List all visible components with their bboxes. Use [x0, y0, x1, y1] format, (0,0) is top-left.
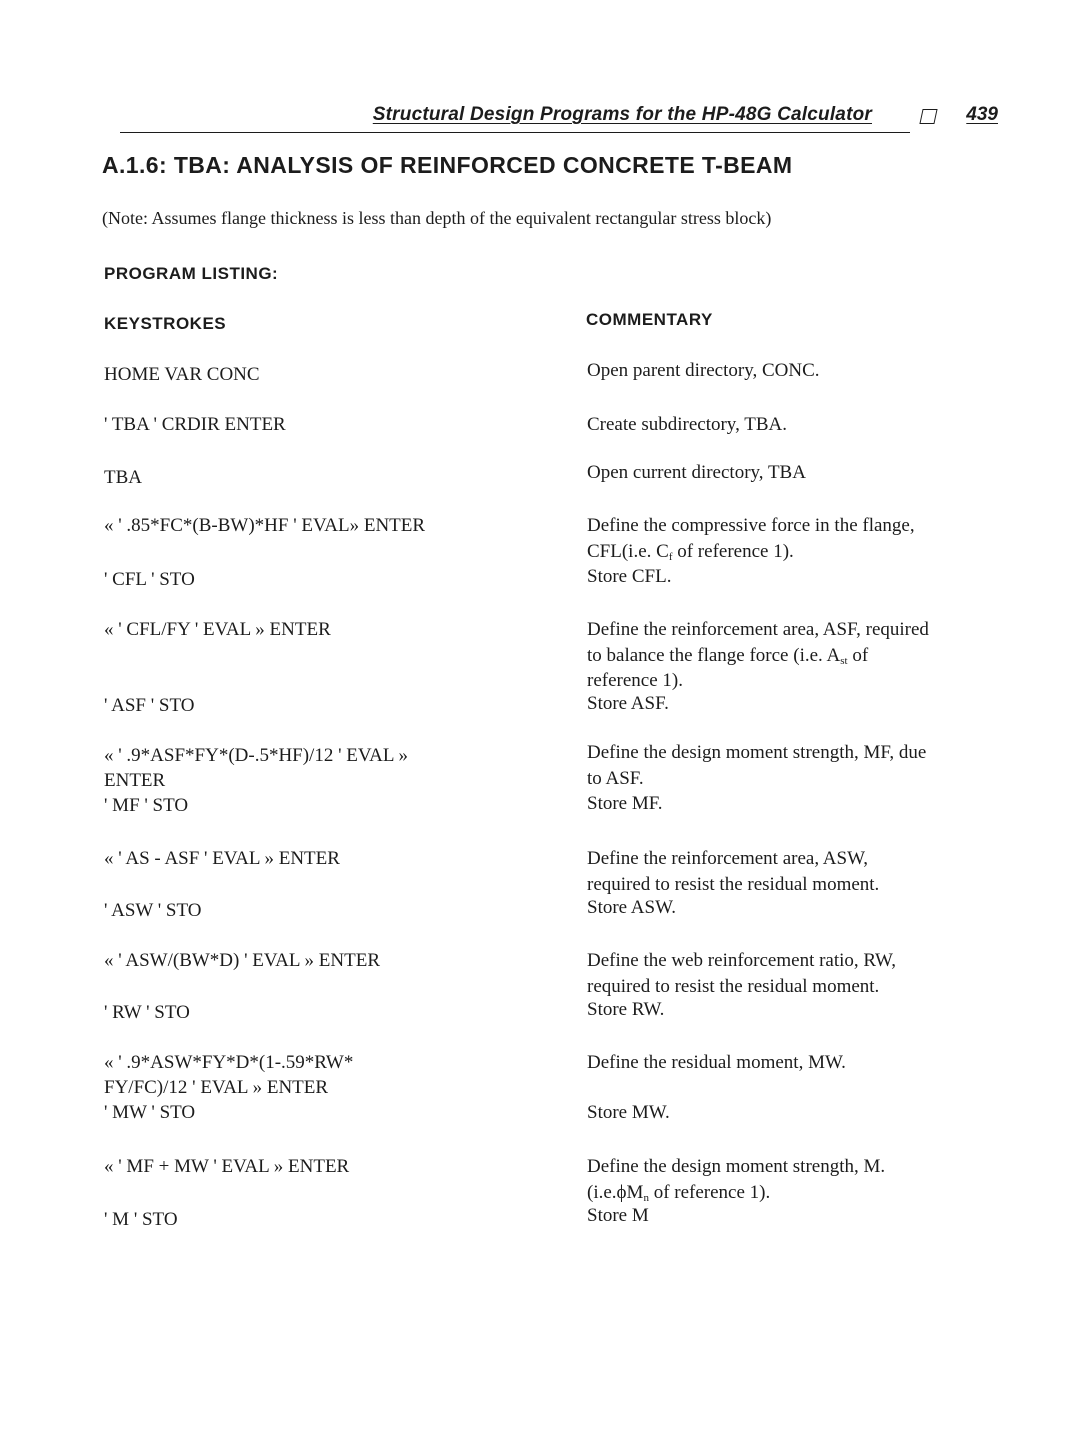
commentary	[587, 1154, 1017, 1205]
commentary	[587, 513, 1017, 564]
commentary: Store ASF.	[587, 693, 669, 714]
keystroke: ' TBA ' CRDIR ENTER	[104, 414, 286, 435]
commentary: Store M	[587, 1205, 649, 1226]
commentary: Define the web reinforcement ratio, RW, required to resist the residual moment.	[587, 950, 896, 997]
commentary-heading: COMMENTARY	[586, 310, 713, 329]
commentary-text: Define the reinforcement area, ASF, required to balance the flange force (i.e. A	[587, 619, 929, 666]
keystroke: ' CFL ' STO	[104, 569, 195, 590]
keystroke: « ' .9*ASW*FY*D*(1-.59*RW* FY/FC)/12 ' EVAL » ENTER ' MW ' STO	[104, 1052, 354, 1123]
note: (Note: Assumes flange thickness is less than depth of the equivalent rectangular stress block)	[102, 208, 772, 228]
subscript: f	[668, 550, 673, 563]
keystroke: « ' AS - ASF ' EVAL » ENTER	[104, 848, 340, 869]
keystroke: ' ASW ' STO	[104, 900, 202, 921]
commentary: Open current directory, TBA	[587, 462, 806, 483]
commentary: Store RW.	[587, 999, 665, 1020]
subscript: n	[643, 1191, 649, 1204]
commentary-text: of reference 1).	[587, 644, 869, 691]
keystroke: TBA	[104, 467, 142, 488]
running-header	[120, 104, 998, 134]
keystroke: ' RW ' STO	[104, 1002, 190, 1023]
keystroke: HOME VAR CONC	[104, 364, 260, 385]
commentary: Create subdirectory, TBA.	[587, 414, 787, 435]
commentary: Store CFL.	[587, 566, 672, 587]
keystrokes-heading: KEYSTROKES	[104, 314, 227, 333]
section-title: A.1.6: TBA: ANALYSIS OF REINFORCED CONCRETE T-BEAM	[102, 152, 793, 178]
keystroke: « ' CFL/FY ' EVAL » ENTER	[104, 619, 331, 640]
commentary-text: of reference 1).	[648, 1181, 771, 1203]
keystroke: « ' .85*FC*(B-BW)*HF ' EVAL» ENTER	[104, 515, 426, 536]
commentary: Define the reinforcement area, ASW, required to resist the residual moment.	[587, 848, 880, 895]
keystroke: « ' ASW/(BW*D) ' EVAL » ENTER	[104, 950, 380, 971]
keystroke: ' ASF ' STO	[104, 695, 195, 716]
commentary-text: Define the design moment strength, M. (i.e.ϕM	[587, 1156, 886, 1203]
header-rule	[120, 132, 910, 133]
running-title: Structural Design Programs for the HP-48G Calculator	[372, 104, 872, 125]
keystroke: « ' .9*ASF*FY*(D-.5*HF)/12 ' EVAL » ENTER ' MF ' STO	[104, 745, 409, 816]
commentary	[587, 617, 1017, 694]
keystroke: « ' MF + MW ' EVAL » ENTER	[104, 1156, 350, 1177]
commentary: Store ASW.	[587, 897, 677, 918]
commentary: Open parent directory, CONC.	[587, 360, 820, 381]
commentary: Store MW.	[587, 1102, 670, 1123]
commentary-text: Define the compressive force in the flange, CFL(i.e. C	[587, 515, 915, 562]
page-number: 439	[966, 104, 998, 125]
keystroke: ' M ' STO	[104, 1209, 178, 1230]
commentary-text: of reference 1).	[672, 540, 794, 562]
commentary: Define the design moment strength, MF, due to ASF. Store MF.	[587, 742, 927, 814]
square-icon	[919, 109, 937, 124]
subscript: st	[840, 654, 848, 667]
program-listing-heading: PROGRAM LISTING:	[104, 264, 279, 283]
commentary: Define the residual moment, MW.	[587, 1052, 846, 1073]
